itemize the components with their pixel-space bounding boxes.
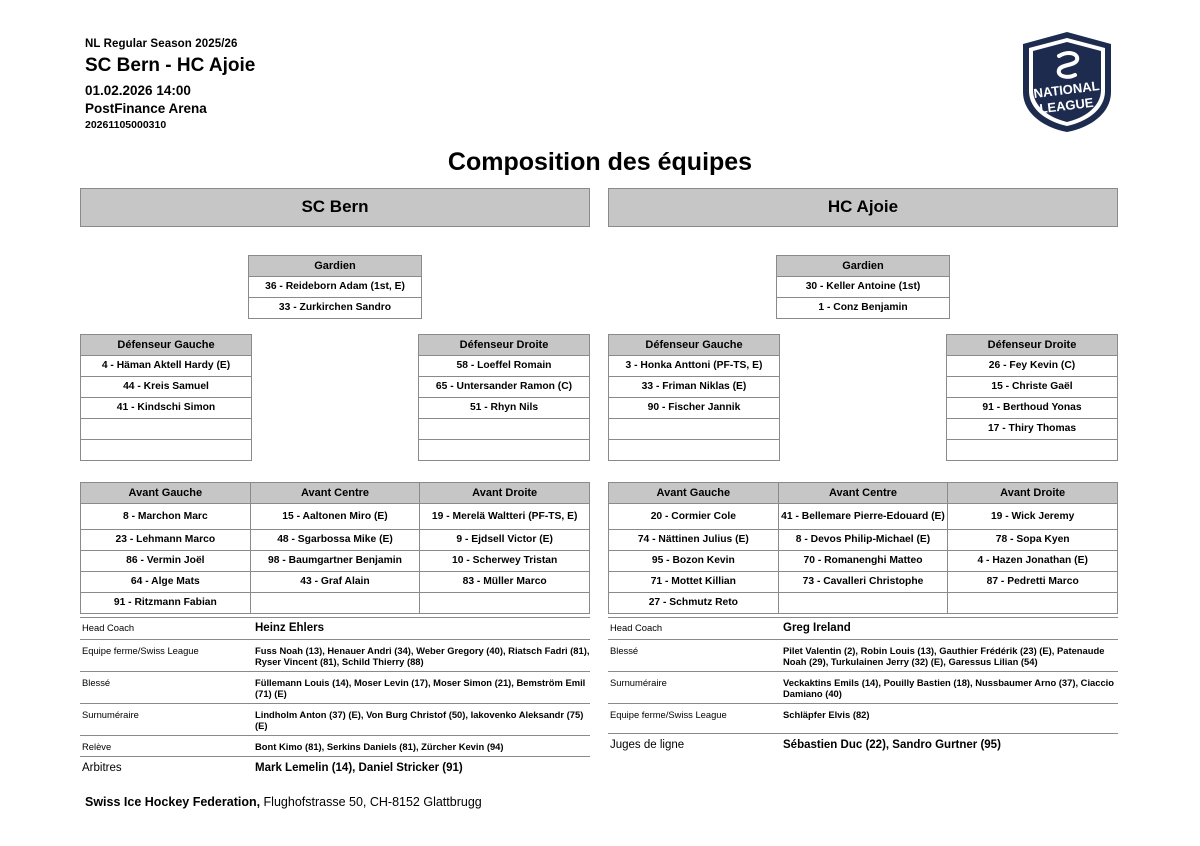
player-row: 51 - Rhyn Nils: [419, 398, 590, 419]
player-row: 19 - Wick Jeremy: [948, 504, 1118, 530]
player-row: 86 - Vermin Joël: [81, 551, 251, 572]
fwd-center-header: Avant Centre: [778, 483, 948, 504]
player-row: 98 - Baumgartner Benjamin: [250, 551, 420, 572]
player-row: 65 - Untersander Ramon (C): [419, 377, 590, 398]
player-row-empty: [609, 419, 780, 440]
head-coach-name: Heinz Ehlers: [255, 622, 325, 634]
player-row-empty: [609, 440, 780, 461]
player-row: 73 - Cavalleri Christophe: [778, 572, 948, 593]
player-row: 78 - Sopa Kyen: [948, 530, 1118, 551]
federation-footer: [85, 795, 482, 809]
goalie-block-home: [80, 255, 590, 319]
player-row-empty: [948, 593, 1118, 614]
player-row: 20 - Cormier Cole: [609, 504, 779, 530]
goalie-row: 33 - Zurkirchen Sandro: [249, 298, 422, 319]
player-row: 44 - Kreis Samuel: [81, 377, 252, 398]
player-row: 43 - Graf Alain: [250, 572, 420, 593]
player-row: 48 - Sgarbossa Mike (E): [250, 530, 420, 551]
matchup-title: SC Bern - HC Ajoie: [85, 55, 256, 76]
player-row: 19 - Merelä Waltteri (PF-TS, E): [420, 504, 590, 530]
svg-text:NATIONAL: NATIONAL: [1032, 78, 1101, 102]
player-row: 70 - Romanenghi Matteo: [778, 551, 948, 572]
officials-value: Sébastien Duc (22), Sandro Gurtner (95): [783, 739, 1001, 751]
staff-row-label: Relève: [82, 741, 112, 752]
player-row: 41 - Kindschi Simon: [81, 398, 252, 419]
player-row: 26 - Fey Kevin (C): [947, 356, 1118, 377]
player-row-empty: [81, 440, 252, 461]
goalie-row: 1 - Conz Benjamin: [777, 298, 950, 319]
head-coach-row: [608, 617, 1118, 640]
goalie-row: 36 - Reideborn Adam (1st, E): [249, 277, 422, 298]
season-label: NL Regular Season 2025/26: [85, 38, 238, 50]
fwd-left-header: Avant Gauche: [609, 483, 779, 504]
national-league-logo-icon: [1019, 30, 1115, 134]
staff-row: [608, 704, 1118, 734]
staff-row-value: Füllemann Louis (14), Moser Levin (17), Moser Simon (21), Bemström Emil (71) (E): [255, 677, 586, 699]
fwd-center-header: Avant Centre: [250, 483, 420, 504]
spacer: [252, 334, 418, 461]
def-right-header: Défenseur Droite: [419, 335, 590, 356]
forwards-block-home: [80, 482, 590, 614]
fwd-right-header: Avant Droite: [420, 483, 590, 504]
staff-row-value: Pilet Valentin (2), Robin Louis (13), Gauthier Frédérik (23) (E), Patenaude Noah (29), Turkulainen Jerry (32) (E), Garessus Lilian (54): [783, 645, 1105, 667]
staff-row-value: Bont Kimo (81), Serkins Daniels (81), Zürcher Kevin (94): [255, 741, 504, 752]
player-row-empty: [250, 593, 420, 614]
player-row: 58 - Loeffel Romain: [419, 356, 590, 377]
player-row: 3 - Honka Anttoni (PF-TS, E): [609, 356, 780, 377]
player-row: 41 - Bellemare Pierre-Edouard (E): [778, 504, 948, 530]
game-id: 20261105000310: [85, 119, 167, 131]
staff-row-value: Lindholm Anton (37) (E), Von Burg Christof (50), Iakovenko Aleksandr (75) (E): [255, 709, 584, 731]
game-venue: PostFinance Arena: [85, 101, 207, 116]
staff-row-label: Blessé: [610, 645, 639, 656]
goalie-header: Gardien: [777, 256, 950, 277]
officials-label: Juges de ligne: [610, 739, 685, 751]
fwd-left-header: Avant Gauche: [81, 483, 251, 504]
head-coach-label: Head Coach: [82, 622, 135, 633]
svg-text:LEAGUE: LEAGUE: [1038, 94, 1095, 117]
head-coach-label: Head Coach: [610, 622, 663, 633]
game-datetime: 01.02.2026 14:00: [85, 83, 191, 98]
player-row: 33 - Friman Niklas (E): [609, 377, 780, 398]
player-row-empty: [419, 440, 590, 461]
def-left-header: Défenseur Gauche: [81, 335, 252, 356]
officials-value: Mark Lemelin (14), Daniel Stricker (91): [255, 762, 463, 774]
officials-label: Arbitres: [82, 762, 122, 774]
player-row: 91 - Berthoud Yonas: [947, 398, 1118, 419]
player-row: 23 - Lehmann Marco: [81, 530, 251, 551]
staff-row-label: Surnuméraire: [610, 677, 667, 688]
player-row: 87 - Pedretti Marco: [948, 572, 1118, 593]
team-block-away: [608, 188, 1118, 614]
staff-row: [80, 704, 590, 736]
staff-row-label: Equipe ferme/Swiss League: [82, 645, 199, 656]
player-row: 8 - Devos Philip-Michael (E): [778, 530, 948, 551]
head-coach-row: [80, 617, 590, 640]
player-row: 74 - Nättinen Julius (E): [609, 530, 779, 551]
fwd-right-header: Avant Droite: [948, 483, 1118, 504]
staff-block-home: [80, 617, 590, 779]
federation-name: Swiss Ice Hockey Federation,: [85, 795, 261, 809]
def-right-header: Défenseur Droite: [947, 335, 1118, 356]
player-row: 15 - Aaltonen Miro (E): [250, 504, 420, 530]
staff-block-away: [608, 617, 1118, 756]
player-row-empty: [419, 419, 590, 440]
head-coach-name: Greg Ireland: [783, 622, 851, 634]
goalie-block-away: [608, 255, 1118, 319]
page-title: Composition des équipes: [447, 148, 753, 176]
federation-address: Flughofstrasse 50, CH-8152 Glattbrugg: [260, 795, 482, 809]
team-name-away: HC Ajoie: [608, 188, 1118, 227]
player-row: 64 - Alge Mats: [81, 572, 251, 593]
officials-row: [608, 734, 1118, 756]
player-row-empty: [420, 593, 590, 614]
player-row: 83 - Müller Marco: [420, 572, 590, 593]
player-row: 15 - Christe Gaël: [947, 377, 1118, 398]
player-row: 71 - Mottet Killian: [609, 572, 779, 593]
player-row: 17 - Thiry Thomas: [947, 419, 1118, 440]
staff-row-value: Fuss Noah (13), Henauer Andri (34), Weber Gregory (40), Riatsch Fadri (81), Ryser Vincent (81), Schild Thierry (88): [255, 645, 590, 667]
player-row: 95 - Bozon Kevin: [609, 551, 779, 572]
staff-row: [608, 672, 1118, 704]
document-header: [85, 38, 255, 131]
spacer: [780, 334, 946, 461]
staff-row: [80, 672, 590, 704]
staff-row-value: Schläpfer Elvis (82): [783, 709, 870, 720]
player-row-empty: [81, 419, 252, 440]
staff-row: [80, 640, 590, 672]
player-row-empty: [947, 440, 1118, 461]
def-left-header: Défenseur Gauche: [609, 335, 780, 356]
defense-block-away: [608, 334, 1118, 461]
staff-row-label: Equipe ferme/Swiss League: [610, 709, 727, 720]
staff-row: [608, 640, 1118, 672]
player-row: 9 - Ejdsell Victor (E): [420, 530, 590, 551]
staff-row-value: Veckaktins Emils (14), Pouilly Bastien (18), Nussbaumer Arno (37), Ciaccio Damiano (40): [783, 677, 1115, 699]
player-row: 91 - Ritzmann Fabian: [81, 593, 251, 614]
defense-block-home: [80, 334, 590, 461]
staff-row: [80, 736, 590, 757]
officials-row: [80, 757, 590, 779]
forwards-block-away: [608, 482, 1118, 614]
player-row: 10 - Scherwey Tristan: [420, 551, 590, 572]
player-row: 90 - Fischer Jannik: [609, 398, 780, 419]
player-row-empty: [778, 593, 948, 614]
player-row: 4 - Häman Aktell Hardy (E): [81, 356, 252, 377]
player-row: 4 - Hazen Jonathan (E): [948, 551, 1118, 572]
goalie-row: 30 - Keller Antoine (1st): [777, 277, 950, 298]
staff-row-label: Blessé: [82, 677, 111, 688]
team-name-home: SC Bern: [80, 188, 590, 227]
team-block-home: [80, 188, 590, 614]
staff-row-label: Surnuméraire: [82, 709, 139, 720]
player-row: 8 - Marchon Marc: [81, 504, 251, 530]
goalie-header: Gardien: [249, 256, 422, 277]
player-row: 27 - Schmutz Reto: [609, 593, 779, 614]
